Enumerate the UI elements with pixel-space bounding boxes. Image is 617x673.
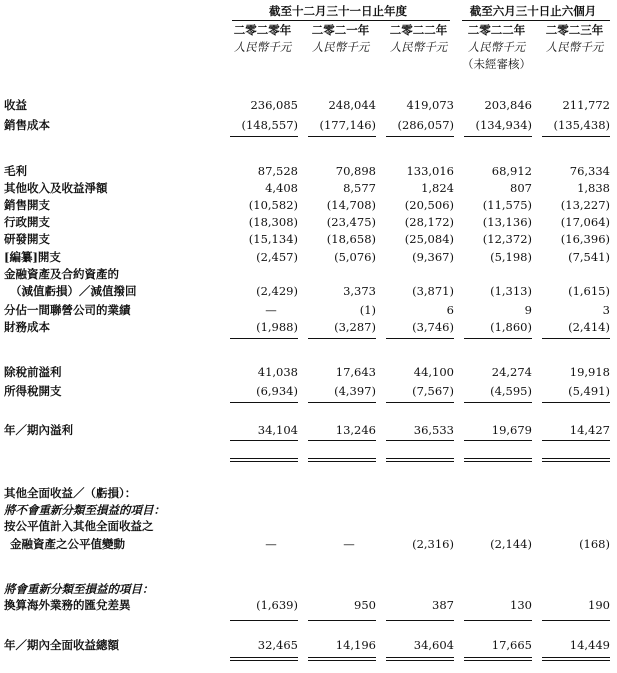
single-rule [542,440,610,441]
row-label: 行政開支 [4,215,50,229]
cell-value: (14,708) [326,198,376,212]
single-rule [542,620,610,621]
row-label: 按公平值計入其他全面收益之 [4,519,154,533]
single-rule [230,440,298,441]
cell-value: (17,064) [560,215,610,229]
row-label: （減值虧損）／減值撥回 [10,284,137,298]
cell-value: (1) [359,303,376,317]
single-rule [464,440,532,441]
double-rule [230,657,298,658]
cell-value: 13,246 [335,423,376,437]
cell-value: 387 [432,598,454,612]
double-rule [308,660,376,661]
header-group-year: 截至十二月三十一日止年度 [269,4,407,18]
double-rule [308,461,376,462]
cell-value: (3,871) [412,284,454,298]
cell-value: (25,084) [404,232,454,246]
cell-value: (9,367) [412,250,454,264]
cell-value: — [265,303,277,317]
cell-value: 36,533 [413,423,454,437]
cell-value: — [265,537,277,551]
single-rule [464,620,532,621]
row-label: 將會重新分類至損益的項目： [4,582,154,596]
single-rule [230,620,298,621]
row-label: 財務成本 [4,320,50,334]
cell-value: 6 [446,303,454,317]
row-label: 收益 [4,98,27,112]
cell-value: (1,988) [256,320,298,334]
double-rule [464,657,532,658]
cell-value: (13,227) [560,198,610,212]
row-label: 毛利 [4,164,27,178]
cell-value: 190 [588,598,610,612]
row-label: 銷售成本 [4,118,50,132]
col-year-3: 二零二二年 [389,23,448,37]
single-rule [386,338,454,339]
cell-value: (7,567) [412,384,454,398]
cell-value: 203,846 [484,98,532,112]
cell-value: (2,414) [568,320,610,334]
cell-value: (168) [579,537,610,551]
header-group-half-rule [462,20,610,21]
cell-value: 24,274 [491,365,532,379]
row-label: 年／期內溢利 [4,423,73,437]
col-unit-4: 人民幣千元 [467,40,526,54]
cell-value: 14,196 [335,638,376,652]
cell-value: (2,429) [256,284,298,298]
double-rule [386,660,454,661]
cell-value: 19,679 [491,423,532,437]
cell-value: 130 [510,598,532,612]
cell-value: 70,898 [335,164,376,178]
double-rule [308,657,376,658]
cell-value: (23,475) [326,215,376,229]
cell-value: 41,038 [257,365,298,379]
single-rule [386,402,454,403]
double-rule [230,660,298,661]
cell-value: (15,134) [248,232,298,246]
col-unit-1: 人民幣千元 [233,40,292,54]
row-label: 所得稅開支 [4,384,62,398]
col-year-5: 二零二三年 [545,23,604,37]
single-rule [542,338,610,339]
row-label: 研發開支 [4,232,50,246]
single-rule [230,338,298,339]
cell-value: 76,334 [569,164,610,178]
row-label: 其他收入及收益淨額 [4,181,108,195]
cell-value: (20,506) [404,198,454,212]
cell-value: 8,577 [343,181,376,195]
cell-value: (18,658) [326,232,376,246]
cell-value: (2,144) [490,537,532,551]
cell-value: (13,136) [482,215,532,229]
cell-value: (134,934) [475,118,532,132]
cell-value: 17,643 [335,365,376,379]
single-rule [308,440,376,441]
single-rule [464,136,532,137]
cell-value: 4,408 [265,181,298,195]
col-year-2: 二零二一年 [311,23,370,37]
single-rule [386,136,454,137]
cell-value: (6,934) [256,384,298,398]
cell-value: 807 [510,181,532,195]
cell-value: 87,528 [257,164,298,178]
cell-value: 1,824 [421,181,454,195]
cell-value: 236,085 [250,98,298,112]
single-rule [386,620,454,621]
header-group-year-rule [232,20,450,21]
single-rule [542,402,610,403]
single-rule [464,338,532,339]
double-rule [542,657,610,658]
cell-value: (12,372) [482,232,532,246]
single-rule [464,402,532,403]
cell-value: 950 [354,598,376,612]
cell-value: (4,397) [334,384,376,398]
col-unit-5: 人民幣千元 [545,40,604,54]
cell-value: (2,457) [256,250,298,264]
row-label: 年／期內全面收益總額 [4,638,119,652]
row-label: 其他全面收益／（虧損）： [4,486,137,500]
single-rule [386,440,454,441]
double-rule [386,458,454,459]
cell-value: 133,016 [406,164,454,178]
row-label: 除稅前溢利 [4,365,62,379]
double-rule [386,657,454,658]
row-label: 金融資產之公平值變動 [10,537,125,551]
cell-value: (286,057) [397,118,454,132]
cell-value: (16,396) [560,232,610,246]
cell-value: (5,491) [568,384,610,398]
single-rule [308,620,376,621]
cell-value: (135,438) [553,118,610,132]
row-label: 將不會重新分類至損益的項目： [4,503,165,517]
cell-value: 34,604 [413,638,454,652]
row-label: 換算海外業務的匯兌差異 [4,598,131,612]
cell-value: (1,860) [490,320,532,334]
cell-value: (148,557) [241,118,298,132]
single-rule [230,136,298,137]
cell-value: 44,100 [413,365,454,379]
cell-value: (5,198) [490,250,532,264]
row-label: 金融資產及合約資產的 [4,267,119,281]
cell-value: (177,146) [319,118,376,132]
cell-value: 14,449 [569,638,610,652]
cell-value: 3,373 [343,284,376,298]
double-rule [464,458,532,459]
cell-value: 34,104 [257,423,298,437]
single-rule [308,402,376,403]
col-year-4: 二零二二年 [467,23,526,37]
col-unit-2: 人民幣千元 [311,40,370,54]
cell-value: 17,665 [491,638,532,652]
double-rule [542,461,610,462]
double-rule [230,461,298,462]
double-rule [308,458,376,459]
cell-value: — [343,537,355,551]
row-label: 分佔一間聯營公司的業績 [4,303,131,317]
row-label: 銷售開支 [4,198,50,212]
cell-value: (2,316) [412,537,454,551]
cell-value: (10,582) [248,198,298,212]
cell-value: (1,639) [256,598,298,612]
double-rule [542,660,610,661]
cell-value: 211,772 [562,98,610,112]
cell-value: (1,615) [568,284,610,298]
cell-value: 3 [602,303,610,317]
cell-value: (4,595) [490,384,532,398]
double-rule [464,461,532,462]
single-rule [542,136,610,137]
cell-value: 9 [524,303,532,317]
single-rule [308,136,376,137]
cell-value: 19,918 [569,365,610,379]
cell-value: (5,076) [334,250,376,264]
cell-value: (18,308) [248,215,298,229]
cell-value: (3,746) [412,320,454,334]
cell-value: (28,172) [404,215,454,229]
double-rule [230,458,298,459]
cell-value: (3,287) [334,320,376,334]
cell-value: (1,313) [490,284,532,298]
header-group-half: 截至六月三十日止六個月 [469,4,597,18]
row-label: [編纂]開支 [4,250,61,264]
cell-value: 68,912 [491,164,532,178]
cell-value: 32,465 [257,638,298,652]
cell-value: (11,575) [482,198,532,212]
single-rule [308,338,376,339]
cell-value: 14,427 [569,423,610,437]
double-rule [386,461,454,462]
col-year-1: 二零二零年 [233,23,292,37]
double-rule [542,458,610,459]
cell-value: (7,541) [568,250,610,264]
single-rule [230,402,298,403]
cell-value: 1,838 [577,181,610,195]
col-unit-3: 人民幣千元 [389,40,448,54]
cell-value: 419,073 [406,98,454,112]
col-note-4: （未經審核） [462,57,531,71]
double-rule [464,660,532,661]
cell-value: 248,044 [328,98,376,112]
